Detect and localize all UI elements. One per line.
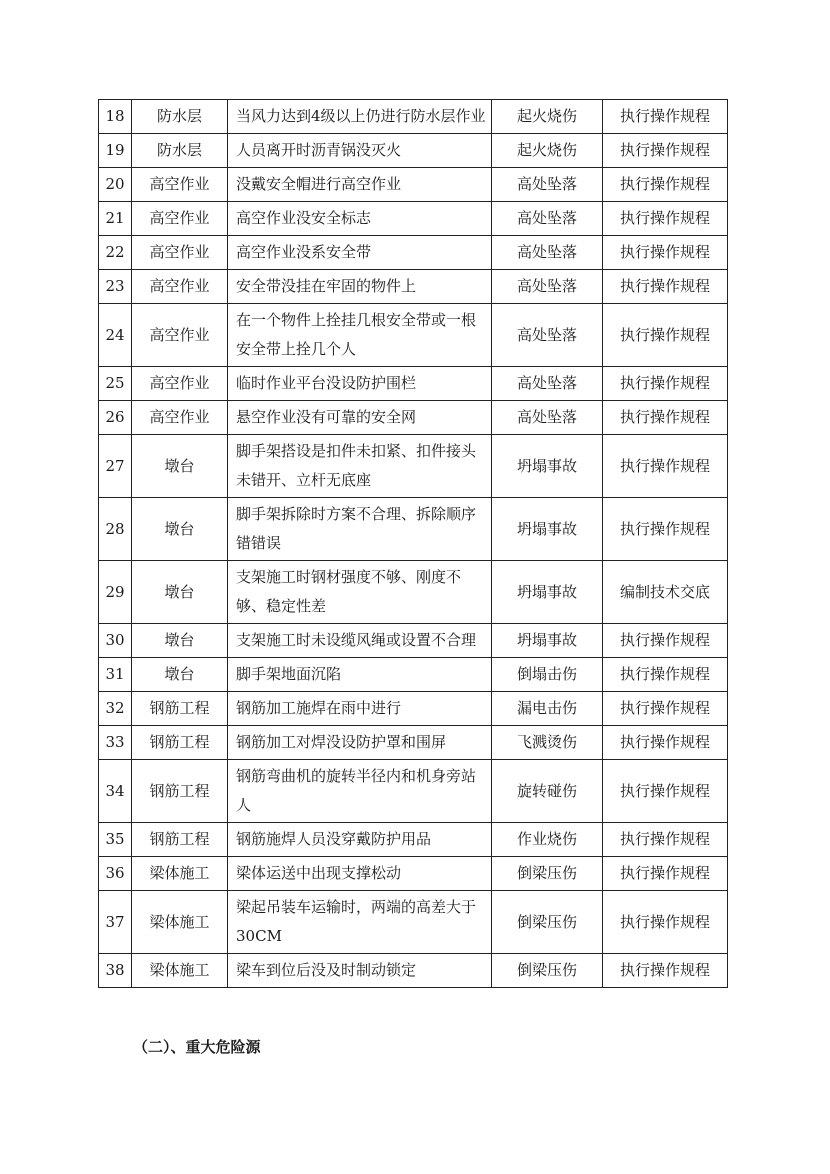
row-number: 38 xyxy=(99,954,132,988)
row-description: 高空作业没系安全带 xyxy=(228,236,492,270)
row-measure: 执行操作规程 xyxy=(603,823,728,857)
row-hazard: 倒梁压伤 xyxy=(492,857,603,891)
row-hazard: 坍塌事故 xyxy=(492,435,603,498)
table-row xyxy=(99,401,728,435)
row-description: 脚手架拆除时方案不合理、拆除顺序错错误 xyxy=(228,498,492,561)
row-description: 安全带没挂在牢固的物件上 xyxy=(228,270,492,304)
row-hazard: 旋转碰伤 xyxy=(492,760,603,823)
table-row xyxy=(99,134,728,168)
row-measure: 执行操作规程 xyxy=(603,367,728,401)
row-hazard: 起火烧伤 xyxy=(492,100,603,134)
table-row xyxy=(99,658,728,692)
row-measure: 执行操作规程 xyxy=(603,202,728,236)
row-description: 梁起吊装车运输时，两端的高差大于 30CM xyxy=(228,891,492,954)
table-row xyxy=(99,100,728,134)
row-number: 34 xyxy=(99,760,132,823)
table-row xyxy=(99,624,728,658)
row-measure: 执行操作规程 xyxy=(603,857,728,891)
row-category: 钢筋工程 xyxy=(132,760,228,823)
table-row xyxy=(99,823,728,857)
table-row xyxy=(99,236,728,270)
row-description: 在一个物件上拴挂几根安全带或一根安全带上拴几个人 xyxy=(228,304,492,367)
row-hazard: 坍塌事故 xyxy=(492,624,603,658)
row-description: 当风力达到4级以上仍进行防水层作业 xyxy=(228,100,492,134)
row-hazard: 作业烧伤 xyxy=(492,823,603,857)
row-measure: 编制技术交底 xyxy=(603,561,728,624)
row-hazard: 漏电击伤 xyxy=(492,692,603,726)
row-number: 20 xyxy=(99,168,132,202)
row-category: 墩台 xyxy=(132,435,228,498)
row-category: 防水层 xyxy=(132,100,228,134)
row-category: 高空作业 xyxy=(132,236,228,270)
row-description: 钢筋加工施焊在雨中进行 xyxy=(228,692,492,726)
row-number: 26 xyxy=(99,401,132,435)
row-category: 防水层 xyxy=(132,134,228,168)
row-measure: 执行操作规程 xyxy=(603,658,728,692)
table-row xyxy=(99,270,728,304)
row-number: 36 xyxy=(99,857,132,891)
row-hazard: 高处坠落 xyxy=(492,401,603,435)
row-category: 墩台 xyxy=(132,658,228,692)
row-number: 33 xyxy=(99,726,132,760)
row-measure: 执行操作规程 xyxy=(603,726,728,760)
row-measure: 执行操作规程 xyxy=(603,435,728,498)
row-hazard: 高处坠落 xyxy=(492,202,603,236)
table-row xyxy=(99,891,728,954)
row-number: 19 xyxy=(99,134,132,168)
row-category: 梁体施工 xyxy=(132,857,228,891)
row-category: 高空作业 xyxy=(132,168,228,202)
row-category: 墩台 xyxy=(132,624,228,658)
table-row xyxy=(99,561,728,624)
row-hazard: 坍塌事故 xyxy=(492,498,603,561)
row-measure: 执行操作规程 xyxy=(603,954,728,988)
row-description: 没戴安全帽进行高空作业 xyxy=(228,168,492,202)
row-number: 22 xyxy=(99,236,132,270)
row-number: 32 xyxy=(99,692,132,726)
row-category: 高空作业 xyxy=(132,202,228,236)
table-row xyxy=(99,435,728,498)
row-description: 支架施工时未设缆风绳或设置不合理 xyxy=(228,624,492,658)
row-hazard: 起火烧伤 xyxy=(492,134,603,168)
row-description: 临时作业平台没设防护围栏 xyxy=(228,367,492,401)
row-category: 高空作业 xyxy=(132,401,228,435)
table-row xyxy=(99,168,728,202)
row-description: 钢筋施焊人员没穿戴防护用品 xyxy=(228,823,492,857)
hazard-table xyxy=(98,99,728,988)
row-description: 梁体运送中出现支撑松动 xyxy=(228,857,492,891)
row-number: 31 xyxy=(99,658,132,692)
row-hazard: 飞溅烫伤 xyxy=(492,726,603,760)
row-number: 29 xyxy=(99,561,132,624)
row-hazard: 高处坠落 xyxy=(492,236,603,270)
row-measure: 执行操作规程 xyxy=(603,624,728,658)
row-description: 脚手架地面沉陷 xyxy=(228,658,492,692)
row-hazard: 高处坠落 xyxy=(492,304,603,367)
table-row xyxy=(99,692,728,726)
row-measure: 执行操作规程 xyxy=(603,168,728,202)
row-measure: 执行操作规程 xyxy=(603,401,728,435)
row-description: 悬空作业没有可靠的安全网 xyxy=(228,401,492,435)
row-category: 高空作业 xyxy=(132,367,228,401)
row-hazard: 高处坠落 xyxy=(492,367,603,401)
row-number: 18 xyxy=(99,100,132,134)
row-description: 梁车到位后没及时制动锁定 xyxy=(228,954,492,988)
row-category: 墩台 xyxy=(132,498,228,561)
row-description: 高空作业没安全标志 xyxy=(228,202,492,236)
row-hazard: 坍塌事故 xyxy=(492,561,603,624)
table-row xyxy=(99,367,728,401)
row-number: 21 xyxy=(99,202,132,236)
row-description: 钢筋弯曲机的旋转半径内和机身旁站人 xyxy=(228,760,492,823)
row-hazard: 倒塌击伤 xyxy=(492,658,603,692)
table-row xyxy=(99,857,728,891)
row-hazard: 倒梁压伤 xyxy=(492,891,603,954)
table-row xyxy=(99,726,728,760)
hazard-table-body xyxy=(99,100,728,988)
row-description: 人员离开时沥青锅没灭火 xyxy=(228,134,492,168)
row-description: 钢筋加工对焊没设防护罩和围屏 xyxy=(228,726,492,760)
table-row xyxy=(99,954,728,988)
row-measure: 执行操作规程 xyxy=(603,134,728,168)
table-row xyxy=(99,498,728,561)
table-row xyxy=(99,760,728,823)
row-category: 高空作业 xyxy=(132,270,228,304)
row-measure: 执行操作规程 xyxy=(603,270,728,304)
row-category: 梁体施工 xyxy=(132,891,228,954)
section-title: （二）、重大危险源 xyxy=(133,1038,261,1056)
row-measure: 执行操作规程 xyxy=(603,498,728,561)
row-description: 脚手架搭设是扣件未扣紧、扣件接头未错开、立杆无底座 xyxy=(228,435,492,498)
row-number: 35 xyxy=(99,823,132,857)
row-measure: 执行操作规程 xyxy=(603,891,728,954)
row-hazard: 倒梁压伤 xyxy=(492,954,603,988)
row-measure: 执行操作规程 xyxy=(603,760,728,823)
row-number: 25 xyxy=(99,367,132,401)
table-row xyxy=(99,202,728,236)
row-number: 23 xyxy=(99,270,132,304)
row-category: 钢筋工程 xyxy=(132,692,228,726)
row-category: 高空作业 xyxy=(132,304,228,367)
row-number: 24 xyxy=(99,304,132,367)
row-category: 钢筋工程 xyxy=(132,726,228,760)
row-measure: 执行操作规程 xyxy=(603,236,728,270)
row-measure: 执行操作规程 xyxy=(603,692,728,726)
row-category: 梁体施工 xyxy=(132,954,228,988)
row-category: 钢筋工程 xyxy=(132,823,228,857)
row-description: 支架施工时钢材强度不够、刚度不够、稳定性差 xyxy=(228,561,492,624)
table-row xyxy=(99,304,728,367)
row-number: 37 xyxy=(99,891,132,954)
row-hazard: 高处坠落 xyxy=(492,168,603,202)
row-category: 墩台 xyxy=(132,561,228,624)
row-number: 27 xyxy=(99,435,132,498)
row-measure: 执行操作规程 xyxy=(603,100,728,134)
row-number: 30 xyxy=(99,624,132,658)
row-measure: 执行操作规程 xyxy=(603,304,728,367)
row-hazard: 高处坠落 xyxy=(492,270,603,304)
row-number: 28 xyxy=(99,498,132,561)
